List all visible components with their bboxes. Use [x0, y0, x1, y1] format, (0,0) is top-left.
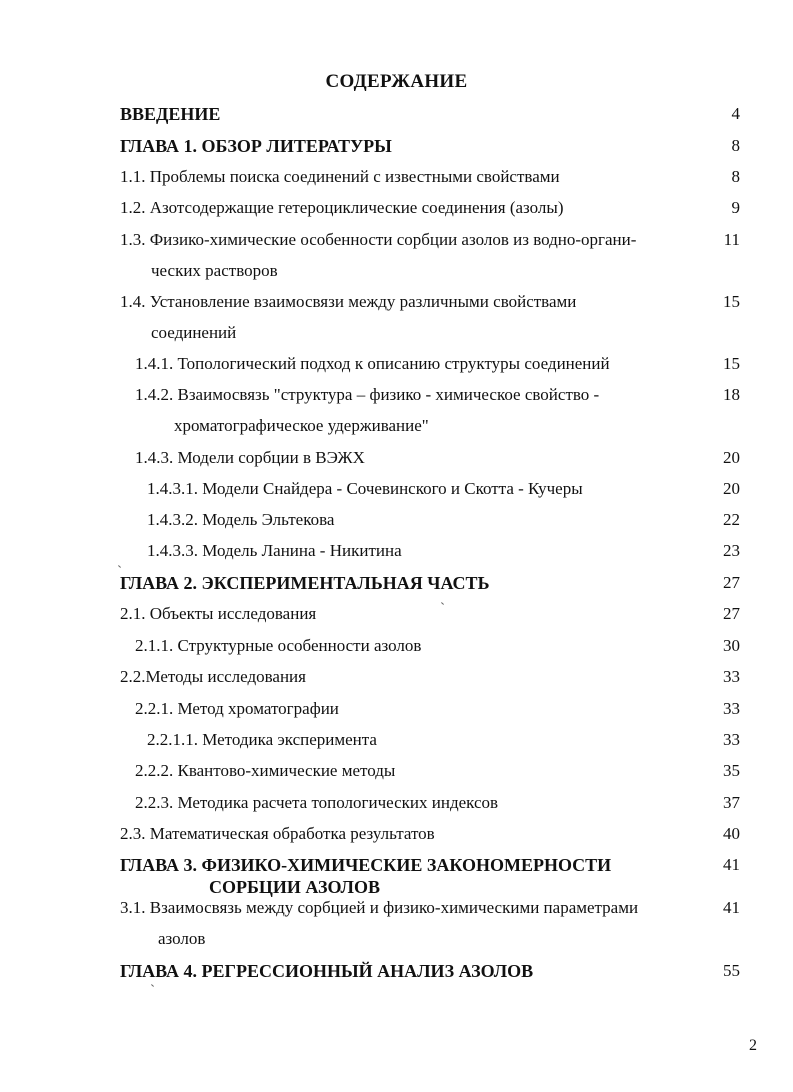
page-number: 2: [749, 1037, 757, 1054]
toc-page-number: 9: [731, 198, 740, 217]
toc-entry-chapter-3-continuation: СОРБЦИИ АЗОЛОВ: [209, 877, 380, 897]
toc-entry-1-4-2: 1.4.2. Взаимосвязь "структура – физико - химическое свойство -: [135, 385, 600, 404]
toc-page-number: 20: [723, 479, 740, 498]
toc-entry-1-3: 1.3. Физико-химические особенности сорбции азолов из водно-органи-: [120, 230, 637, 249]
toc-entry-2-2: 2.2.Методы исследования: [120, 667, 306, 686]
toc-page-number: 33: [723, 667, 740, 686]
toc-entry-2-1: 2.1. Объекты исследования: [120, 604, 317, 623]
toc-entry-1-4-2-continuation: хроматографическое удерживание": [174, 416, 429, 435]
toc-entry-introduction: ВВЕДЕНИЕ: [120, 104, 221, 124]
toc-entry-1-4-3-1: 1.4.3.1. Модели Снайдера - Сочевинского и Скотта - Кучеры: [147, 479, 583, 498]
toc-entry-chapter-4: ГЛАВА 4. РЕГРЕССИОННЫЙ АНАЛИЗ АЗОЛОВ: [120, 961, 534, 981]
scan-speck: [118, 565, 121, 568]
page-title: СОДЕРЖАНИЕ: [325, 71, 468, 92]
scan-speck: [151, 984, 154, 987]
toc-page-number: 35: [723, 761, 740, 780]
toc-entry-2-2-2: 2.2.2. Квантово-химические методы: [135, 761, 396, 780]
toc-page-number: 23: [723, 541, 740, 560]
toc-page-number: 4: [731, 104, 740, 123]
toc-entry-1-4-continuation: соединений: [151, 323, 237, 342]
toc-entry-1-4-3-2: 1.4.3.2. Модель Эльтекова: [147, 510, 335, 529]
toc-page-number: 37: [723, 793, 740, 812]
toc-page-number: 15: [723, 354, 740, 373]
toc-page-number: 30: [723, 636, 740, 655]
toc-page-number: 15: [723, 292, 740, 311]
toc-page-number: 20: [723, 448, 740, 467]
toc-entry-2-2-1: 2.2.1. Метод хроматографии: [135, 699, 339, 718]
toc-entry-3-1: 3.1. Взаимосвязь между сорбцией и физико-химическими параметрами: [120, 898, 639, 917]
toc-page-number: 27: [723, 573, 740, 592]
toc-entry-1-1: 1.1. Проблемы поиска соединений с известными свойствами: [120, 167, 560, 186]
toc-entry-1-2: 1.2. Азотсодержащие гетероциклические соединения (азолы): [120, 198, 564, 217]
toc-entry-chapter-3: ГЛАВА 3. ФИЗИКО-ХИМИЧЕСКИЕ ЗАКОНОМЕРНОСТИ: [120, 855, 612, 875]
scan-speck: [441, 602, 444, 605]
toc-page-number: 33: [723, 699, 740, 718]
toc-page-number: 8: [731, 167, 740, 186]
toc-page-number: 22: [723, 510, 740, 529]
toc-page-number: 55: [723, 961, 740, 980]
toc-entry-2-1-1: 2.1.1. Структурные особенности азолов: [135, 636, 422, 655]
toc-page-number: 40: [723, 824, 740, 843]
toc-page-number: 41: [723, 855, 740, 874]
toc-entry-2-2-3: 2.2.3. Методика расчета топологических индексов: [135, 793, 499, 812]
toc-entry-1-4-1: 1.4.1. Топологический подход к описанию структуры соединений: [135, 354, 610, 373]
toc-page-number: 33: [723, 730, 740, 749]
toc-entry-1-3-continuation: ческих растворов: [151, 261, 278, 280]
toc-page-number: 11: [723, 230, 740, 249]
toc-entry-2-2-1-1: 2.2.1.1. Методика эксперимента: [147, 730, 377, 749]
toc-page-number: 18: [723, 385, 740, 404]
toc-entry-1-4-3-3: 1.4.3.3. Модель Ланина - Никитина: [147, 541, 402, 560]
toc-entry-chapter-1: ГЛАВА 1. ОБЗОР ЛИТЕРАТУРЫ: [120, 136, 392, 156]
toc-entry-1-4: 1.4. Установление взаимосвязи между различными свойствами: [120, 292, 577, 311]
toc-entry-chapter-2: ГЛАВА 2. ЭКСПЕРИМЕНТАЛЬНАЯ ЧАСТЬ: [120, 573, 490, 593]
toc-page-number: 27: [723, 604, 740, 623]
toc-entry-3-1-continuation: азолов: [158, 929, 206, 948]
toc-page-number: 41: [723, 898, 740, 917]
toc-page-number: 8: [731, 136, 740, 155]
toc-entry-1-4-3: 1.4.3. Модели сорбции в ВЭЖХ: [135, 448, 365, 467]
toc-entry-2-3: 2.3. Математическая обработка результатов: [120, 824, 435, 843]
